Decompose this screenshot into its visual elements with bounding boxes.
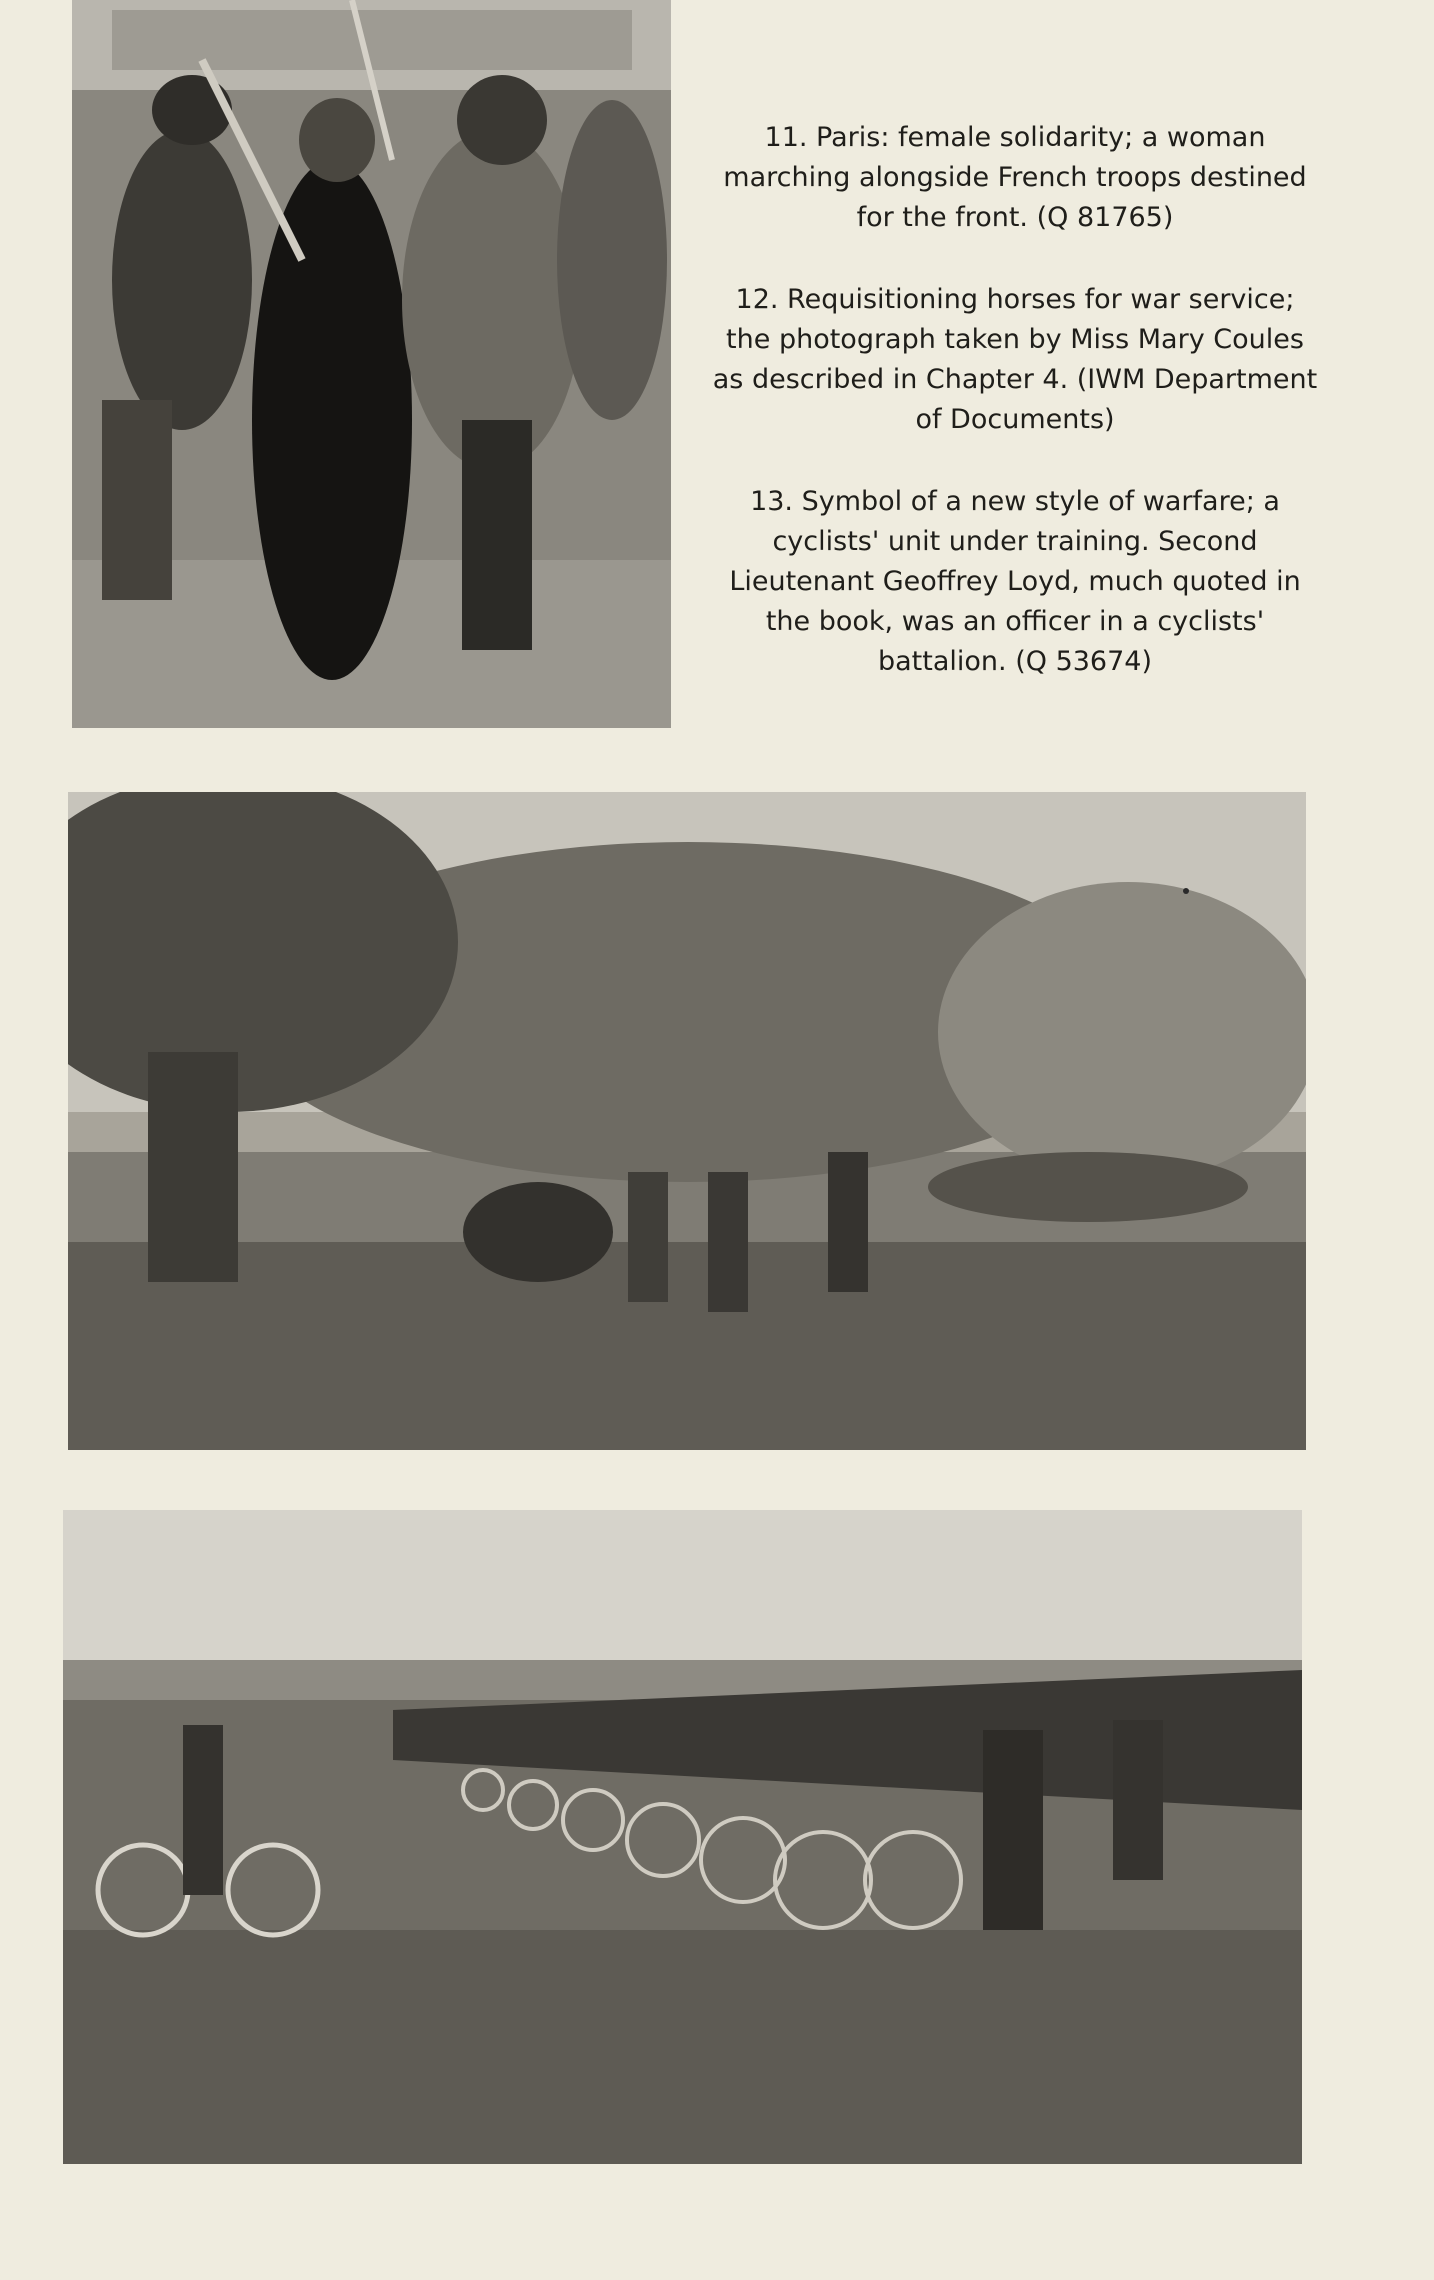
photo-cyclists-unit bbox=[63, 1510, 1302, 2164]
caption-block bbox=[710, 118, 1320, 724]
photo-cyclists-unit-image bbox=[63, 1510, 1302, 2164]
photo-requisitioning-horses bbox=[68, 792, 1306, 1450]
photo-paris-march bbox=[72, 0, 671, 728]
caption-13: 13. Symbol of a new style of warfare; a cyclists' unit under training. Second Lieutenant Geoffrey Loyd, much quoted in the book, was an officer in a cyclists' battalion. (Q 53674) bbox=[729, 486, 1301, 677]
photo-paris-march-image bbox=[72, 0, 671, 728]
caption-11: 11. Paris: female solidarity; a woman marching alongside French troops destined for the front. (Q 81765) bbox=[723, 122, 1307, 233]
print-speck bbox=[1183, 888, 1189, 894]
photo-requisitioning-horses-image bbox=[68, 792, 1306, 1450]
caption-12: 12. Requisitioning horses for war service; the photograph taken by Miss Mary Coules as described in Chapter 4. (IWM Department of Documents) bbox=[712, 284, 1318, 435]
